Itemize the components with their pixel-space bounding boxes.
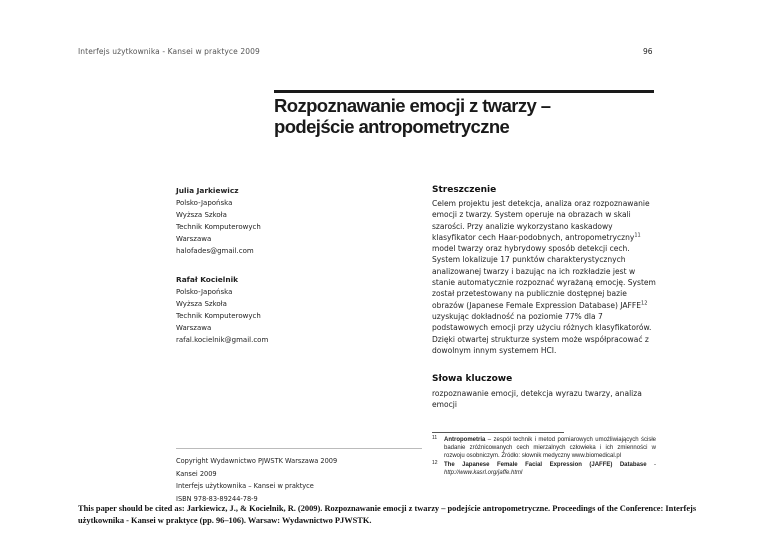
author-name: Rafał Kocielnik bbox=[176, 275, 239, 284]
author-email: halofades@gmail.com bbox=[176, 247, 254, 256]
copyright-rule bbox=[176, 448, 422, 449]
author-block-1 bbox=[176, 185, 261, 258]
abstract-heading: Streszczenie bbox=[432, 185, 497, 195]
footnote-ref: 11 bbox=[634, 232, 641, 239]
footnote-link[interactable]: http://www.kasrl.org/jaffe.html bbox=[444, 469, 523, 476]
paper-title bbox=[274, 95, 674, 137]
title-line-1: Rozpoznawanie emocji z twarzy – bbox=[274, 95, 551, 116]
footnote-term: The Japanese Female Facial Expression (JAFFE) Database bbox=[444, 461, 647, 468]
title-line-2: podejście antropometryczne bbox=[274, 116, 510, 137]
copyright-line: Copyright Wydawnictwo PJWSTK Warszawa 2009 bbox=[176, 457, 338, 465]
footnote-rule bbox=[432, 432, 564, 433]
footnote-text: - bbox=[646, 461, 656, 468]
author-name: Julia Jarkiewicz bbox=[176, 186, 239, 195]
footnote-term: Antropometria bbox=[444, 437, 486, 443]
author-affiliation: Wyższa Szkoła bbox=[176, 300, 227, 309]
footnote-ref: 12 bbox=[641, 300, 648, 307]
copyright-line: Interfejs użytkownika – Kansei w praktyce bbox=[176, 482, 314, 491]
author-city: Warszawa bbox=[176, 324, 212, 333]
footnote-11 bbox=[432, 436, 656, 461]
copyright-line: Kansei 2009 bbox=[176, 469, 217, 478]
citation-note: This paper should be cited as: Jarkiewicz, J., & Kocielnik, R. (2009). Rozpoznawanie emocji z twarzy – podejście antropometryczne. Proceedings of the Conference: Interfejs użytkownika - Kansei w praktyce (pp. 96–106). Warsaw: Wydawnictwo PJWSTK. bbox=[78, 504, 697, 525]
author-block-2 bbox=[176, 274, 268, 347]
copyright-line: ISBN 978-83-89244-78-9 bbox=[176, 494, 258, 503]
running-head: Interfejs użytkownika - Kansei w praktyce 2009 bbox=[78, 47, 260, 56]
keywords-text: rozpoznawanie emocji, detekcja wyrazu twarzy, analiza emocji bbox=[432, 389, 642, 410]
copyright-block bbox=[176, 455, 337, 505]
footnote-number: 12 bbox=[432, 459, 438, 466]
keywords-heading: Słowa kluczowe bbox=[432, 374, 513, 384]
author-affiliation: Polsko-Japońska bbox=[176, 199, 233, 208]
title-rule bbox=[274, 90, 654, 93]
author-affiliation: Polsko-Japońska bbox=[176, 288, 233, 297]
abstract-text: uzyskując dokładność na poziomie 77% dla 7 podstawowych emocji przy użyciu różnych klasyfikatorów. Dzięki otwartej strukturze system może współpracować z dowolnym innym systemem HCI. bbox=[432, 311, 652, 355]
footnote-text: – zespół technik i metod pomiarowych umożliwiających ścisłe badanie zróżnicowanych cech mierzalnych człowieka i ich zmienności w rozwoju osobniczym. Źródło: słownik medyczny www.biomedical.pl bbox=[444, 437, 656, 460]
abstract-text: Celem projektu jest detekcja, analiza oraz rozpoznawanie emocji z twarzy. System operuje na obrazach w skali szarości. Przy analizie wykorzystano kaskadowy klasyfikator cech Haar-podobnych, antropometryczny bbox=[432, 199, 650, 242]
author-affiliation: Wyższa Szkoła bbox=[176, 211, 227, 220]
page-number: 96 bbox=[643, 47, 653, 56]
author-city: Warszawa bbox=[176, 235, 212, 244]
author-email: rafal.kocielnik@gmail.com bbox=[176, 336, 269, 345]
footnote-12 bbox=[432, 461, 656, 477]
author-affiliation: Technik Komputerowych bbox=[176, 312, 261, 321]
author-affiliation: Technik Komputerowych bbox=[176, 223, 261, 232]
footnotes bbox=[432, 436, 656, 477]
abstract-body bbox=[432, 198, 657, 356]
footnote-number: 11 bbox=[432, 435, 438, 441]
abstract-text: model twarzy oraz hybrydowy sposób detekcji cech. System lokalizuje 17 punktów charakterystycznych analizowanej twarzy i bazując na ich rozkładzie jest w stanie automatycznie rozpoznać wyrażaną emocję. System został przetestowany na publicznie dostępnej bazie obrazów (Japanese Female Expression Database) JAFFE bbox=[432, 244, 656, 310]
